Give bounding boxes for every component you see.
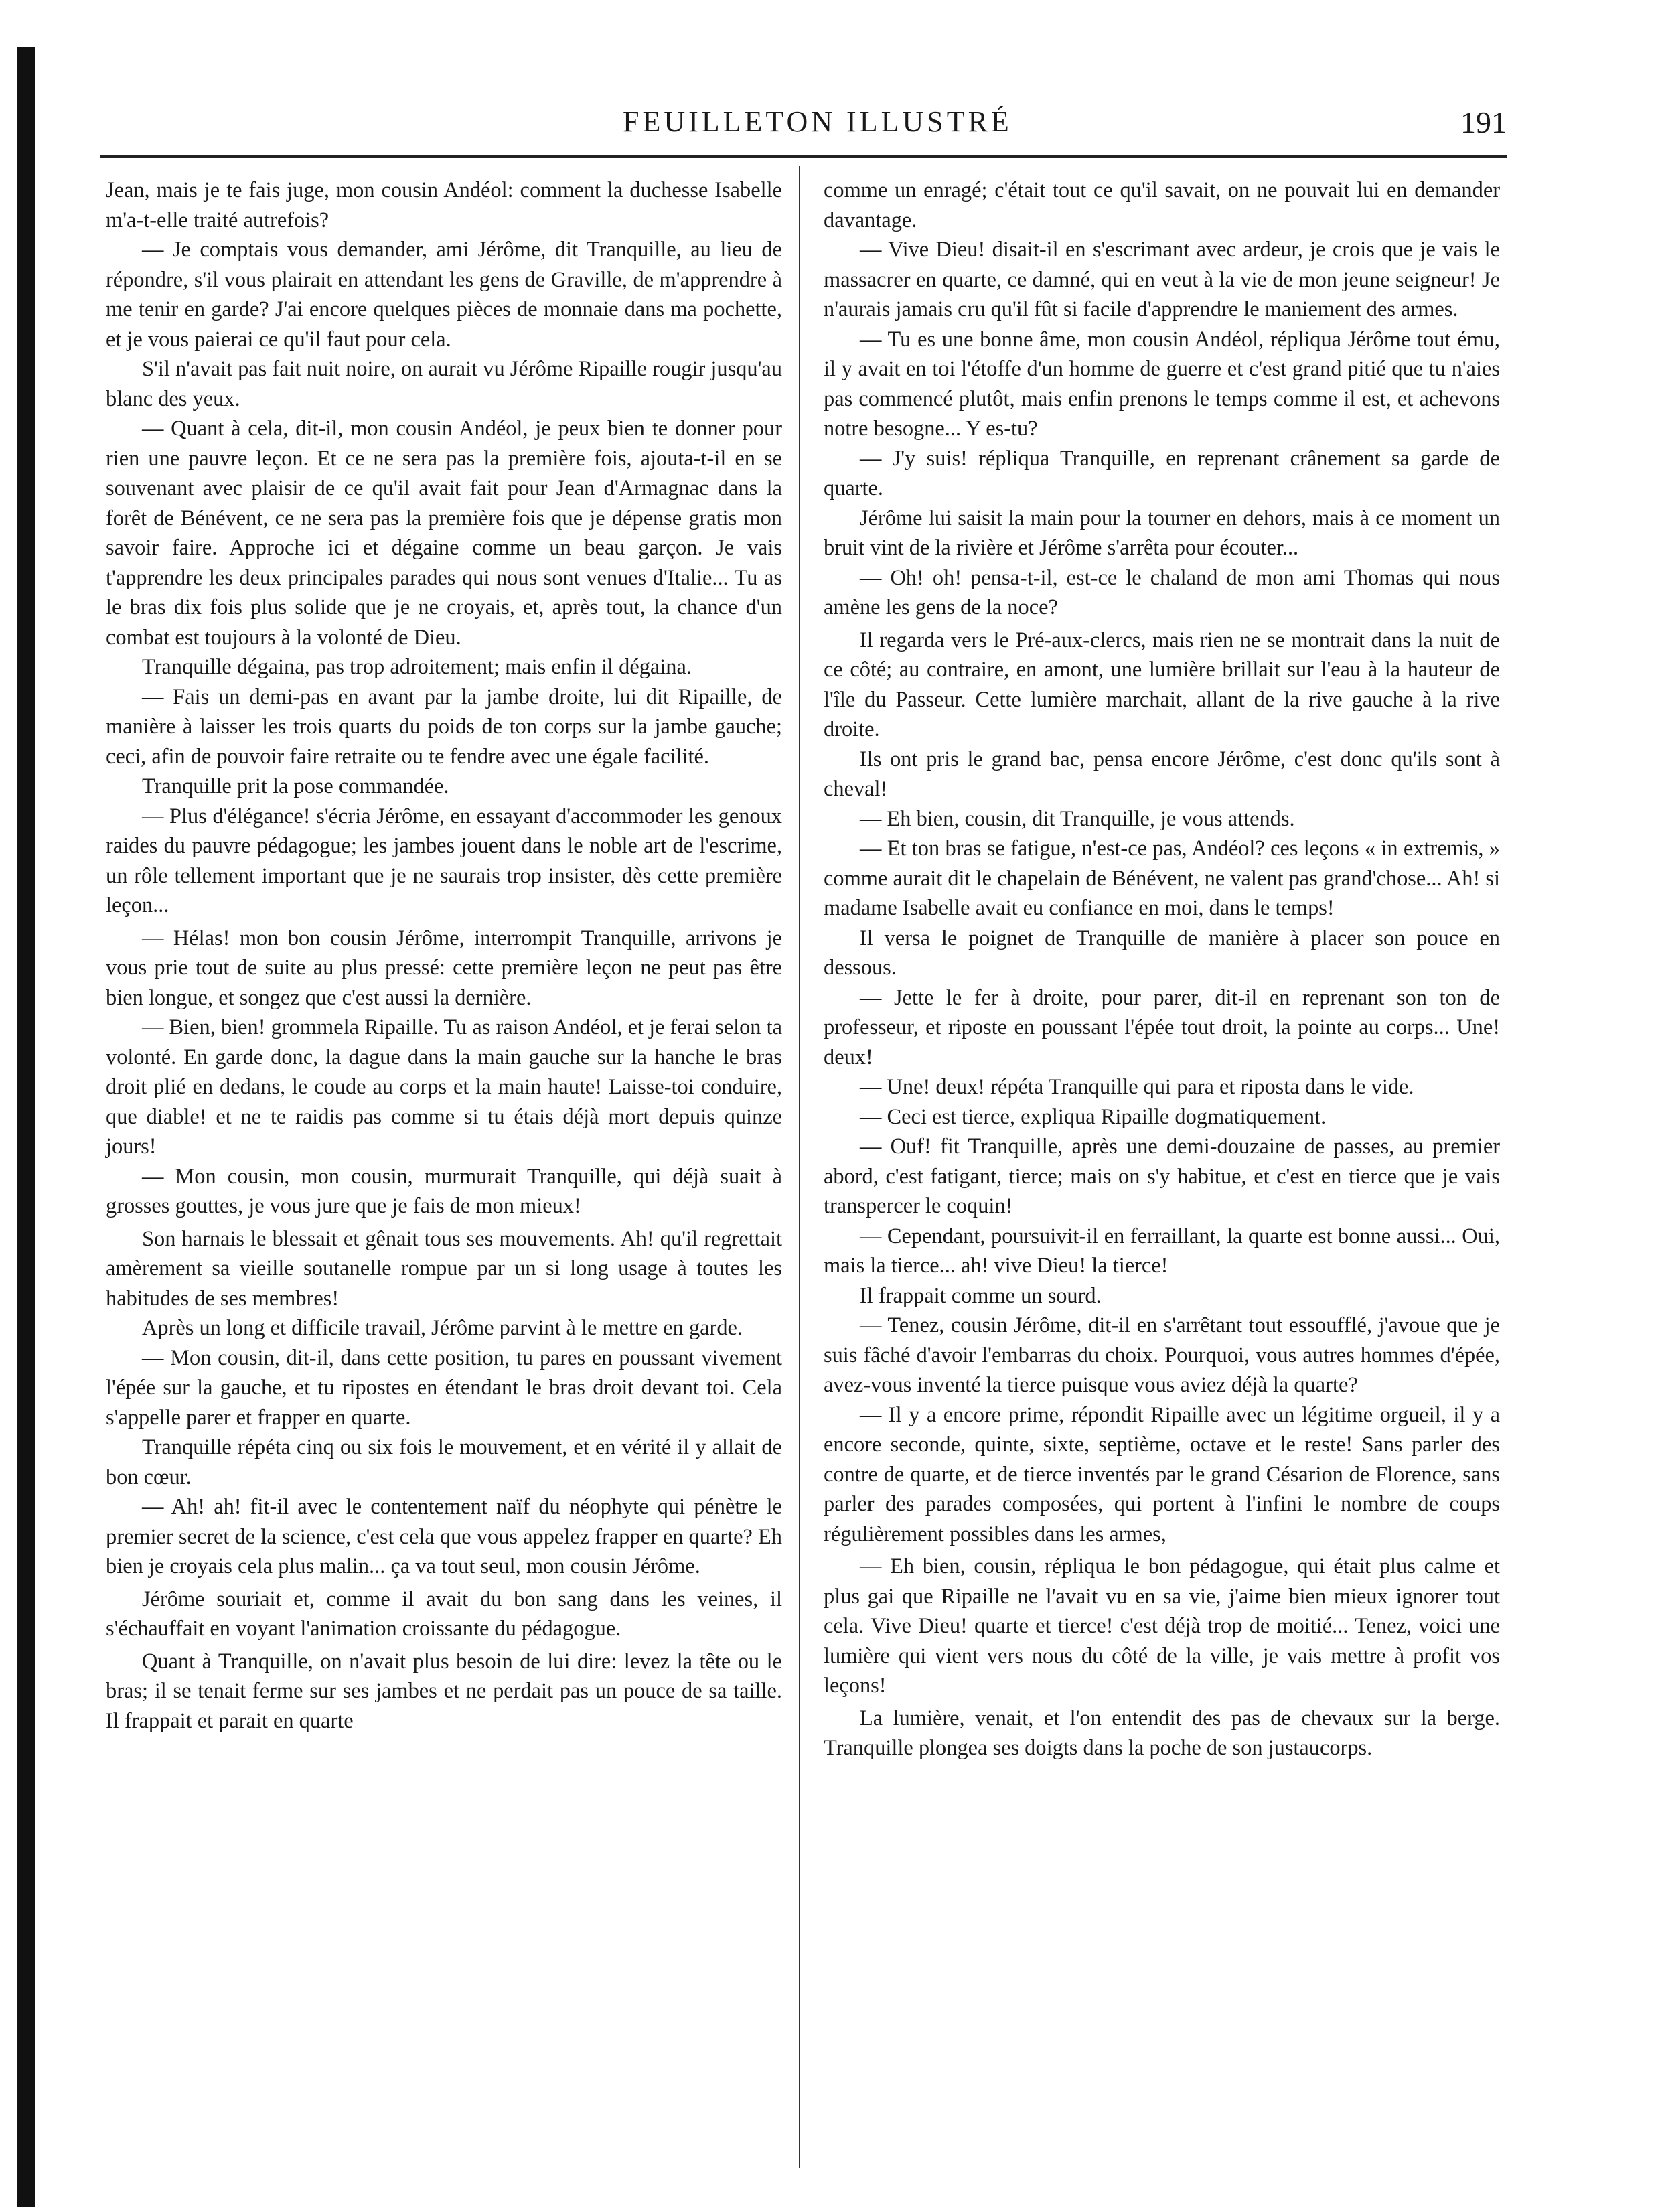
paragraph: — Quant à cela, dit-il, mon cousin Andéol, je peux bien te donner pour rien une pauvre leçon. Et ce ne sera pas la première fois, ajouta-t-il en se souvenant avec plaisir de ce qu'il avait fait pour Jean d'Armagnac dans la forêt de Bénévent, ce ne sera pas la première fois que je dépense gratis mon savoir faire. Approche ici et dégaine comme un beau garçon. Je vais t'apprendre les deux principales parades qui nous sont venues d'Italie... Tu as le bras dix fois plus solide que je ne croyais, et, après tout, la chance d'un combat est toujours à la volonté de Dieu. (106, 417, 782, 650)
paragraph: — Mon cousin, mon cousin, murmurait Tranquille, qui déjà suait à grosses gouttes, je vous jure que je fais de mon mieux! (106, 1164, 782, 1218)
paragraph: Quant à Tranquille, on n'avait plus besoin de lui dire: levez la tête ou le bras; il se tenait ferme sur ses jambes et ne perdait pas un pouce de sa taille. Il frappait et parait en quarte (106, 1649, 782, 1733)
paragraph: — Hélas! mon bon cousin Jérôme, interrompit Tranquille, arrivons je vous prie tout de suite au plus pressé: cette première leçon ne peut pas être bien longue, et songez que c'est aussi la dernière. (106, 926, 782, 1010)
paragraph: — Cependant, poursuivit-il en ferraillant, la quarte est bonne aussi... Oui, mais la tierce... ah! vive Dieu! la tierce! (824, 1224, 1500, 1278)
paragraph: — Une! deux! répéta Tranquille qui para et riposta dans le vide. (860, 1075, 1414, 1099)
header-rule (100, 155, 1507, 158)
paragraph: Jérôme lui saisit la main pour la tourner en dehors, mais à ce moment un bruit vint de la rivière et Jérôme s'arrêta pour écouter... (824, 506, 1500, 560)
paragraph: Tranquille dégaina, pas trop adroitement; mais enfin il dégaina. (142, 655, 692, 679)
paragraph: — Je comptais vous demander, ami Jérôme, dit Tranquille, au lieu de répondre, s'il vous plairait en attendant les gens de Graville, de m'apprendre à me tenir en garde? J'ai encore quelques pièces de monnaie dans ma pochette, et je vous paierai ce qu'il faut pour cela. (106, 238, 782, 352)
paragraph: — Fais un demi-pas en avant par la jambe droite, lui dit Ripaille, de manière à laisser les trois quarts du poids de ton corps sur la jambe gauche; ceci, afin de pouvoir faire retraite ou te fendre avec une égale facilité. (106, 684, 782, 769)
column-divider (799, 166, 800, 2168)
paragraph: — Il y a encore prime, répondit Ripaille avec un légitime orgueil, il y a encore seconde, quinte, sixte, septième, octave et le reste! Sans parler des contre de quarte, et de tierce inventés par le grand Césarion de Florence, sans parler des parades composées, qui portent à l'infini le nombre de coups régulièrement possibles dans les armes, (824, 1402, 1500, 1546)
paragraph: — Ah! ah! fit-il avec le contentement naïf du néophyte qui pénètre le premier secret de la science, c'est cela que vous appelez frapper en quarte? Eh bien je croyais cela plus malin... ça va tout seul, mon cousin Jérôme. (106, 1495, 782, 1578)
paragraph: Tranquille prit la pose commandée. (142, 774, 449, 798)
paragraph: — Eh bien, cousin, dit Tranquille, je vous attends. (860, 806, 1295, 831)
page-number: 191 (1460, 105, 1507, 139)
paragraph: — J'y suis! répliqua Tranquille, en reprenant crânement sa garde de quarte. (824, 446, 1500, 500)
paragraph: — Oh! oh! pensa-t-il, est-ce le chaland de mon ami Thomas qui nous amène les gens de la noce? (824, 565, 1500, 619)
left-column (106, 175, 782, 1736)
paragraph: — Tenez, cousin Jérôme, dit-il en s'arrêtant tout essoufflé, j'avoue que je suis fâché d'avoir l'embarras du choix. Pourquoi, vous autres hommes d'épée, avez-vous inventé la tierce puisque vous aviez déjà la quarte? (824, 1313, 1500, 1397)
paragraph: Il frappait comme un sourd. (860, 1283, 1102, 1308)
paragraph: S'il n'avait pas fait nuit noire, on aurait vu Jérôme Ripaille rougir jusqu'au blanc des yeux. (106, 357, 782, 411)
paragraph: comme un enragé; c'était tout ce qu'il savait, on ne pouvait lui en demander davantage. (824, 178, 1500, 232)
paragraph: Tranquille répéta cinq ou six fois le mouvement, et en vérité il y allait de bon cœur. (106, 1435, 782, 1489)
paragraph: — Mon cousin, dit-il, dans cette position, tu pares en poussant vivement l'épée sur la gauche, et tu ripostes en étendant le bras droit devant toi. Cela s'appelle parer et frapper en quarte. (106, 1345, 782, 1430)
paragraph: — Vive Dieu! disait-il en s'escrimant avec ardeur, je crois que je vais le massacrer en quarte, ce damné, qui en veut à la vie de mon jeune seigneur! Je n'aurais jamais cru qu'il fût si facile d'apprendre le maniement des armes. (824, 238, 1500, 321)
paragraph: Après un long et difficile travail, Jérôme parvint à le mettre en garde. (142, 1316, 743, 1340)
paragraph: — Ouf! fit Tranquille, après une demi-douzaine de passes, au premier abord, c'est fatigant, tierce; mais on s'y habitue, et c'est en tierce que je vais transpercer le coquin! (824, 1134, 1500, 1218)
page-edge-shadow (17, 47, 35, 2207)
paragraph: Jean, mais je te fais juge, mon cousin Andéol: comment la duchesse Isabelle m'a-t-elle traité autrefois? (106, 178, 782, 232)
paragraph: — Jette le fer à droite, pour parer, dit-il en reprenant son ton de professeur, et riposte en poussant l'épée tout droit, la pointe au corps... Une! deux! (824, 985, 1500, 1070)
right-column (824, 175, 1500, 1763)
paragraph: Il versa le poignet de Tranquille de manière à placer son pouce en dessous. (824, 926, 1500, 980)
paragraph: — Bien, bien! grommela Ripaille. Tu as raison Andéol, et je ferai selon ta volonté. En garde donc, la dague dans la main gauche sur la hanche le bras droit plié en dedans, le coude au corps et la main haute! Laisse-toi conduire, que diable! et ne te raidis pas comme si tu étais déjà mort depuis quinze jours! (106, 1015, 782, 1159)
paragraph: — Tu es une bonne âme, mon cousin Andéol, répliqua Jérôme tout ému, il y avait en toi l'étoffe d'un homme de guerre et c'est grand pitié que tu n'aies pas commencé plutôt, mais enfin prenons le temps comme il est, et achevons notre besogne... Y es-tu? (824, 327, 1500, 441)
paragraph: — Eh bien, cousin, répliqua le bon pédagogue, qui était plus calme et plus gai que Ripaille ne l'avait vu en sa vie, j'aime bien mieux ignorer tout cela. Vive Dieu! quarte et tierce! c'est déjà trop de moitié... Tenez, voici une lumière qui vient vers nous du côté de la ville, je vais mettre à profit vos leçons! (824, 1554, 1500, 1698)
paragraph: Jérôme souriait et, comme il avait du bon sang dans les veines, il s'échauffait en voyant l'animation croissante du pédagogue. (106, 1587, 782, 1641)
page-header (100, 100, 1507, 147)
paragraph: — Et ton bras se fatigue, n'est-ce pas, Andéol? ces leçons « in extremis, » comme aurait dit le chapelain de Bénévent, ne valent pas grand'chose... Ah! si madame Isabelle avait eu confiance en moi, dans le temps! (824, 836, 1500, 920)
running-title: FEUILLETON ILLUSTRÉ (623, 105, 1012, 138)
paragraph: — Plus d'élégance! s'écria Jérôme, en essayant d'accommoder les genoux raides du pauvre pédagogue; les jambes jouent dans le noble art de l'escrime, un rôle tellement important que je ne saurais trop insister, dès cette première leçon... (106, 804, 782, 917)
paragraph: Il regarda vers le Pré-aux-clercs, mais rien ne se montrait dans la nuit de ce côté; au contraire, en amont, une lumière brillait sur l'eau à la hauteur de l'île du Passeur. Cette lumière marchait, allant de la rive gauche à la rive droite. (824, 628, 1500, 741)
paragraph: Ils ont pris le grand bac, pensa encore Jérôme, c'est donc qu'ils sont à cheval! (824, 747, 1500, 801)
paragraph: — Ceci est tierce, expliqua Ripaille dogmatiquement. (860, 1104, 1327, 1129)
paragraph: La lumière, venait, et l'on entendit des pas de chevaux sur la berge. Tranquille plongea ses doigts dans la poche de son justaucorps. (824, 1706, 1500, 1760)
paragraph: Son harnais le blessait et gênait tous ses mouvements. Ah! qu'il regrettait amèrement sa vieille soutanelle rompue par un si long usage à toutes les habitudes de ses membres! (106, 1226, 782, 1311)
